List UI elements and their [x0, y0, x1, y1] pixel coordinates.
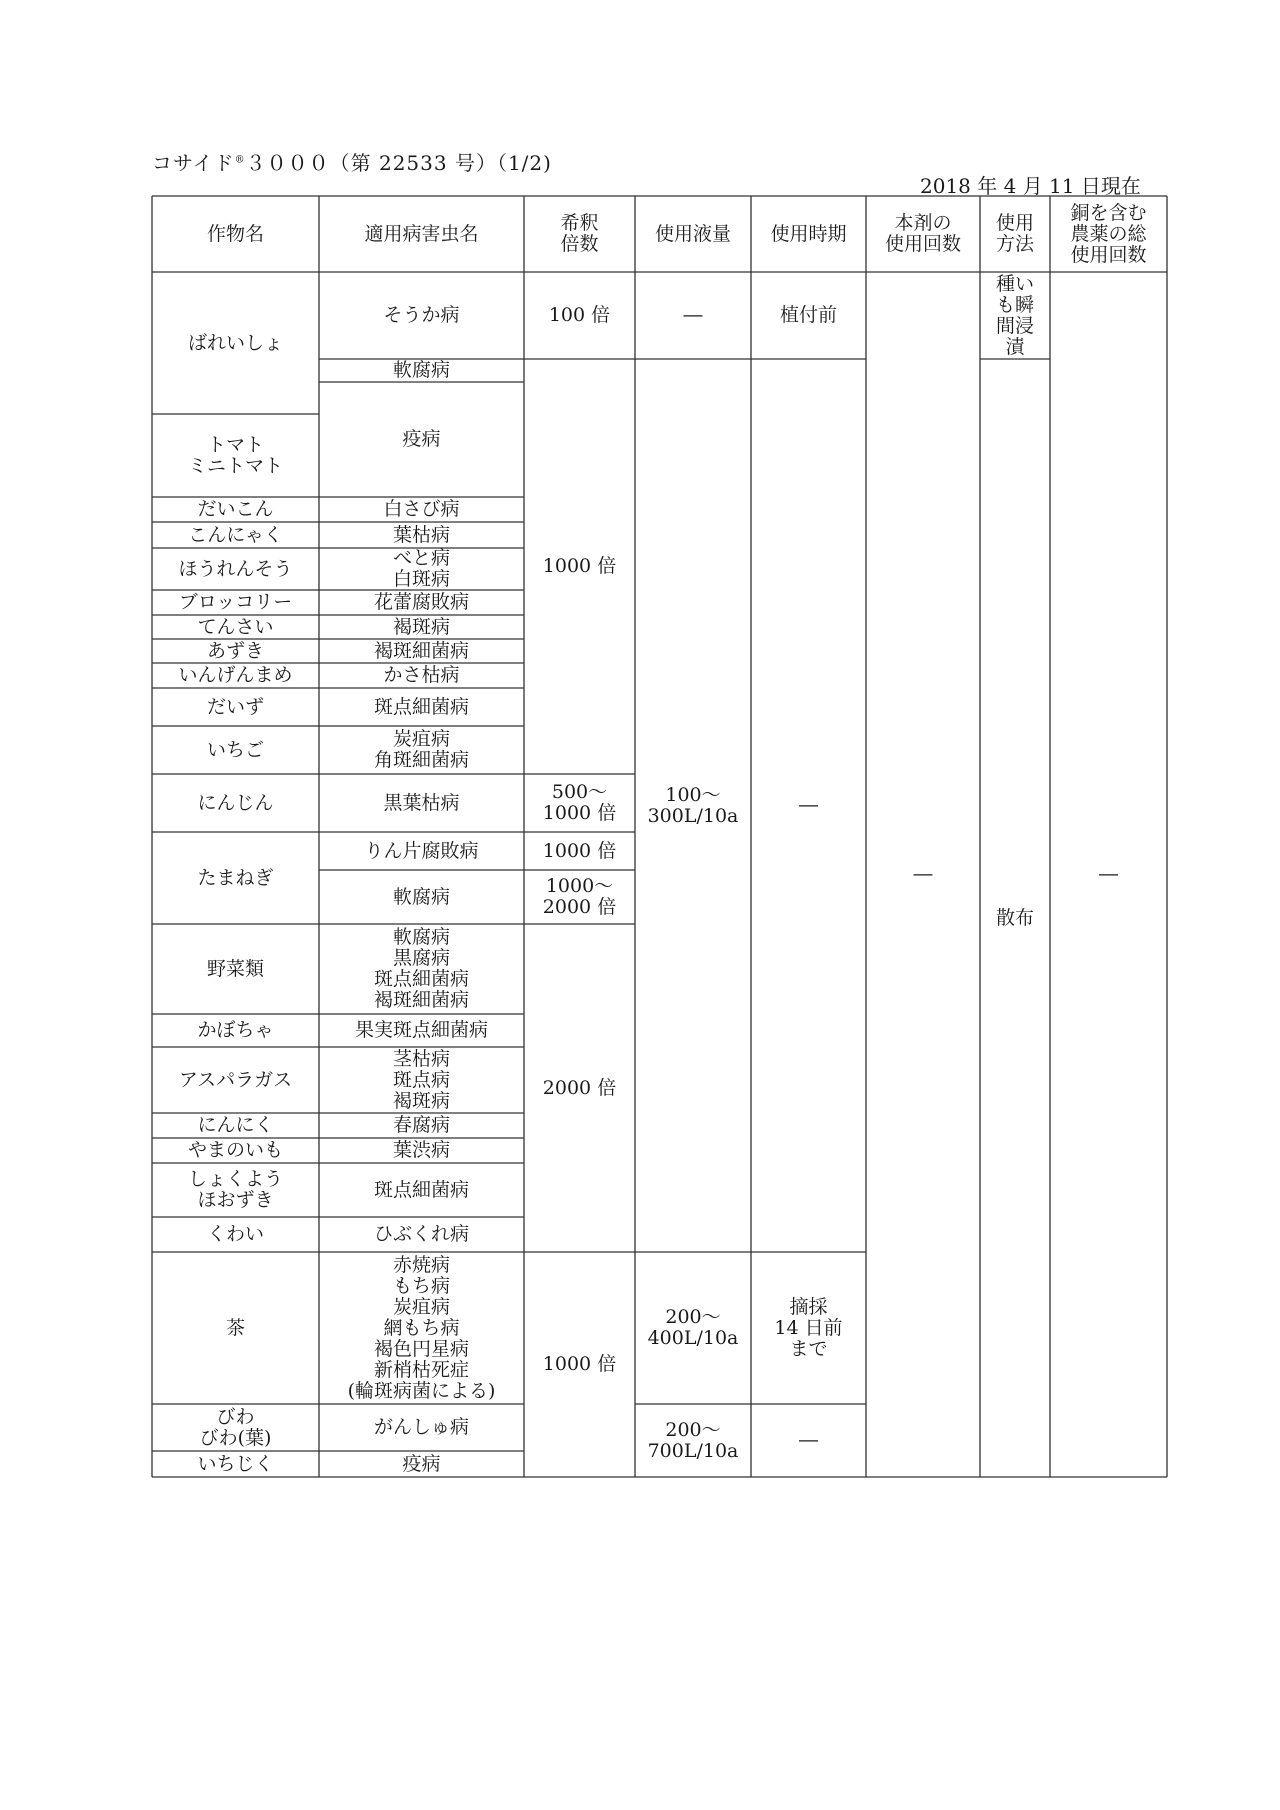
crop-cell-line: あずき [206, 639, 264, 662]
disease-cell [319, 774, 524, 832]
header-dilution [524, 196, 635, 272]
crop-cell [152, 1163, 319, 1217]
document-date: 2018 年 4 月 11 日現在 [920, 174, 1141, 198]
crop-cell-line: びわ(葉) [199, 1426, 272, 1449]
crop-cell-line: たまねぎ [197, 866, 274, 889]
crop-cell [152, 688, 319, 726]
header-label: 農薬の総 [1070, 222, 1147, 245]
header-label: 方法 [995, 233, 1034, 255]
disease-cell-line: 褐斑病 [392, 615, 450, 638]
document-title: コサイド®３０００（第 22533 号）（1/2) [152, 151, 552, 175]
disease-cell [319, 522, 524, 548]
volume-cell-line: 400L/10a [647, 1327, 739, 1349]
volume-cell [635, 272, 751, 359]
disease-cell [319, 548, 524, 590]
disease-cell [319, 726, 524, 774]
crop-cell-line: しょくよう [187, 1168, 283, 1190]
disease-cell [319, 663, 524, 688]
disease-cell-line: りん片腐敗病 [364, 839, 479, 862]
disease-cell [319, 1113, 524, 1138]
crop-cell [152, 832, 319, 924]
disease-cell-line: (輪斑病菌による) [347, 1379, 496, 1402]
disease-cell-line: 斑点細菌病 [373, 1178, 469, 1201]
dilution-cell [524, 924, 635, 1252]
crop-cell [152, 1113, 319, 1138]
disease-cell [319, 1252, 524, 1404]
crop-cell [152, 726, 319, 774]
crop-cell [152, 272, 319, 414]
crop-cell-line: びわ [216, 1405, 255, 1428]
crop-cell [152, 522, 319, 548]
disease-cell [319, 1163, 524, 1217]
header-crop [152, 196, 319, 272]
crop-cell-line: くわい [206, 1223, 264, 1245]
disease-cell-line: 茎枯病 [392, 1047, 450, 1070]
disease-cell [319, 870, 524, 924]
timing-cell-line: 摘採 [789, 1295, 828, 1318]
crop-cell-line: トマト [206, 433, 264, 456]
crop-cell [152, 414, 319, 497]
disease-cell [319, 1014, 524, 1047]
method-cell [980, 359, 1050, 1477]
timing-cell [751, 272, 866, 359]
volume-cell-line: 200～ [665, 1418, 721, 1441]
timing-cell [751, 359, 866, 1252]
crop-cell [152, 1252, 319, 1404]
disease-cell [319, 1451, 524, 1477]
volume-cell-line: 100～ [665, 783, 721, 806]
disease-cell-line: 黒腐病 [392, 947, 450, 969]
volume-cell [635, 1252, 751, 1404]
method-cell [980, 272, 1050, 359]
header-label: 本剤の [894, 212, 952, 234]
disease-cell [319, 832, 524, 870]
disease-cell-line: 斑点細菌病 [373, 695, 469, 718]
header-label: 使用回数 [1070, 243, 1147, 266]
crop-cell [152, 548, 319, 590]
header-volume [635, 196, 751, 272]
header-label: 倍数 [560, 233, 599, 255]
disease-cell-line: 疫病 [402, 1452, 441, 1475]
header-method [980, 196, 1050, 272]
crop-cell [152, 1014, 319, 1047]
disease-cell-line: 白さび病 [383, 498, 460, 520]
disease-cell-line: 褐斑細菌病 [373, 989, 469, 1011]
disease-cell-line: 褐斑細菌病 [373, 639, 469, 662]
crop-cell-line: こんにゃく [188, 523, 283, 546]
disease-cell-line: 褐斑病 [392, 1089, 450, 1112]
disease-cell [319, 272, 524, 359]
crop-cell [152, 1138, 319, 1163]
crop-cell-line: やまのいも [187, 1139, 283, 1161]
header-copper-times [1050, 196, 1167, 272]
dilution-cell [524, 832, 635, 870]
dilution-cell [524, 272, 635, 359]
method-cell-line: 種い [995, 272, 1034, 295]
disease-cell [319, 382, 524, 497]
header-label: 銅を含む [1070, 201, 1147, 224]
timing-cell [751, 1404, 866, 1477]
disease-cell [319, 688, 524, 726]
timing-cell-line: まで [789, 1337, 828, 1360]
header-timing [751, 196, 866, 272]
header-label: 使用時期 [770, 222, 847, 245]
crop-cell [152, 663, 319, 688]
disease-cell-line: 果実斑点細菌病 [354, 1019, 488, 1041]
times-value-cell-line: ― [913, 863, 933, 885]
disease-cell-line: ひぶくれ病 [373, 1223, 469, 1245]
disease-cell-line: 軟腐病 [392, 359, 450, 381]
method-cell-line: も瞬 [995, 293, 1034, 316]
dilution-cell [524, 774, 635, 832]
dilution-cell-line: 100 倍 [548, 304, 611, 326]
volume-cell [635, 1404, 751, 1477]
copper-value-cell [1050, 272, 1167, 1477]
disease-cell-line: 花蕾腐敗病 [373, 591, 469, 613]
volume-cell-line: 300L/10a [647, 804, 739, 827]
disease-cell-line: かさ枯病 [383, 664, 460, 686]
disease-cell-line: 葉渋病 [392, 1139, 450, 1161]
disease-cell-line: 白斑病 [392, 568, 450, 590]
method-cell-line: 散布 [995, 906, 1034, 929]
disease-cell [319, 639, 524, 663]
crop-cell-line: にんじん [197, 791, 274, 814]
crop-cell [152, 590, 319, 615]
header-label: 適用病害虫名 [364, 222, 479, 245]
dilution-cell [524, 870, 635, 924]
disease-cell-line: がんしゅ病 [373, 1416, 469, 1438]
crop-cell-line: ブロッコリー [178, 591, 293, 613]
crop-cell [152, 774, 319, 832]
disease-cell-line: 斑点病 [392, 1068, 450, 1091]
crop-cell [152, 497, 319, 522]
crop-cell-line: アスパラガス [178, 1068, 293, 1091]
timing-cell [751, 1252, 866, 1404]
disease-cell-line: 角斑細菌病 [373, 749, 469, 771]
crop-cell-line: ほおずき [197, 1189, 274, 1211]
timing-cell-line: ― [799, 1429, 818, 1451]
volume-cell-line: ― [683, 304, 703, 326]
crop-cell-line: だいこん [197, 498, 274, 520]
disease-cell-line: べと病 [392, 547, 450, 569]
header-disease [319, 196, 524, 272]
disease-cell [319, 1047, 524, 1113]
disease-cell [319, 1138, 524, 1163]
timing-cell-line: ― [799, 794, 818, 816]
disease-cell-line: 疫病 [402, 428, 441, 450]
crop-cell [152, 1404, 319, 1451]
dilution-cell-line: 1000 倍 [542, 802, 617, 824]
timing-cell-line: 14 日前 [774, 1316, 843, 1339]
crop-cell-line: いんげんまめ [178, 664, 293, 686]
copper-value-cell-line: ― [1099, 863, 1118, 885]
crop-cell [152, 924, 319, 1014]
disease-cell [319, 615, 524, 639]
dilution-cell-line: 1000 倍 [542, 555, 617, 577]
disease-cell-line: 炭疽病 [392, 1295, 450, 1318]
dilution-cell-line: 2000 倍 [542, 1076, 617, 1099]
volume-cell-line: 700L/10a [647, 1439, 739, 1462]
method-cell-line: 間浸 [995, 314, 1034, 337]
crop-cell [152, 639, 319, 663]
crop-cell-line: いちご [206, 738, 264, 761]
disease-cell-line: 葉枯病 [392, 523, 450, 546]
dilution-cell-line: 1000～ [545, 875, 614, 897]
disease-cell [319, 590, 524, 615]
times-value-cell [866, 272, 980, 1477]
disease-cell-line: 褐色円星病 [373, 1337, 469, 1360]
crop-cell-line: 茶 [225, 1316, 245, 1339]
dilution-cell [524, 359, 635, 774]
disease-cell-line: 網もち病 [383, 1316, 460, 1339]
crop-cell [152, 1451, 319, 1477]
crop-cell-line: いちじく [197, 1452, 274, 1475]
disease-cell-line: 斑点細菌病 [373, 968, 469, 990]
crop-cell-line: だいず [206, 695, 264, 718]
dilution-cell-line: 1000 倍 [542, 1353, 617, 1375]
dilution-cell [524, 1252, 635, 1477]
disease-cell-line: もち病 [392, 1274, 450, 1297]
header-label: 使用 [995, 212, 1034, 234]
disease-cell-line: 黒葉枯病 [383, 791, 460, 814]
dilution-cell-line: 1000 倍 [542, 839, 617, 862]
header-times [866, 196, 980, 272]
disease-cell-line: 炭疽病 [392, 728, 450, 750]
dilution-cell-line: 500～ [551, 781, 608, 803]
disease-cell [319, 359, 524, 382]
disease-cell-line: 新梢枯死症 [373, 1358, 469, 1381]
crop-cell [152, 615, 319, 639]
disease-cell [319, 1404, 524, 1451]
crop-cell-line: 野菜類 [206, 957, 264, 980]
crop-cell-line: ほうれんそう [178, 557, 293, 580]
disease-cell-line: 軟腐病 [392, 885, 450, 908]
timing-cell-line: 植付前 [779, 304, 837, 326]
disease-cell [319, 497, 524, 522]
header-label: 使用液量 [654, 222, 731, 245]
header-label: 使用回数 [884, 233, 961, 255]
crop-cell [152, 1217, 319, 1252]
disease-cell [319, 1217, 524, 1252]
crop-cell-line: てんさい [197, 615, 274, 638]
crop-cell-line: かぼちゃ [197, 1019, 274, 1041]
crop-cell-line: にんにく [197, 1114, 274, 1136]
header-label: 作物名 [206, 222, 264, 245]
disease-cell [319, 924, 524, 1014]
crop-cell-line: ミニトマト [187, 454, 283, 477]
method-cell-line: 漬 [1005, 335, 1025, 358]
crop-cell [152, 1047, 319, 1113]
disease-cell-line: そうか病 [383, 304, 460, 326]
crop-cell-line: ばれいしょ [187, 331, 283, 354]
disease-cell-line: 春腐病 [392, 1114, 450, 1136]
disease-cell-line: 軟腐病 [392, 926, 450, 948]
volume-cell-line: 200～ [665, 1306, 721, 1328]
disease-cell-line: 赤焼病 [392, 1253, 450, 1276]
dilution-cell-line: 2000 倍 [542, 896, 617, 918]
volume-cell [635, 359, 751, 1252]
header-label: 希釈 [560, 212, 599, 234]
